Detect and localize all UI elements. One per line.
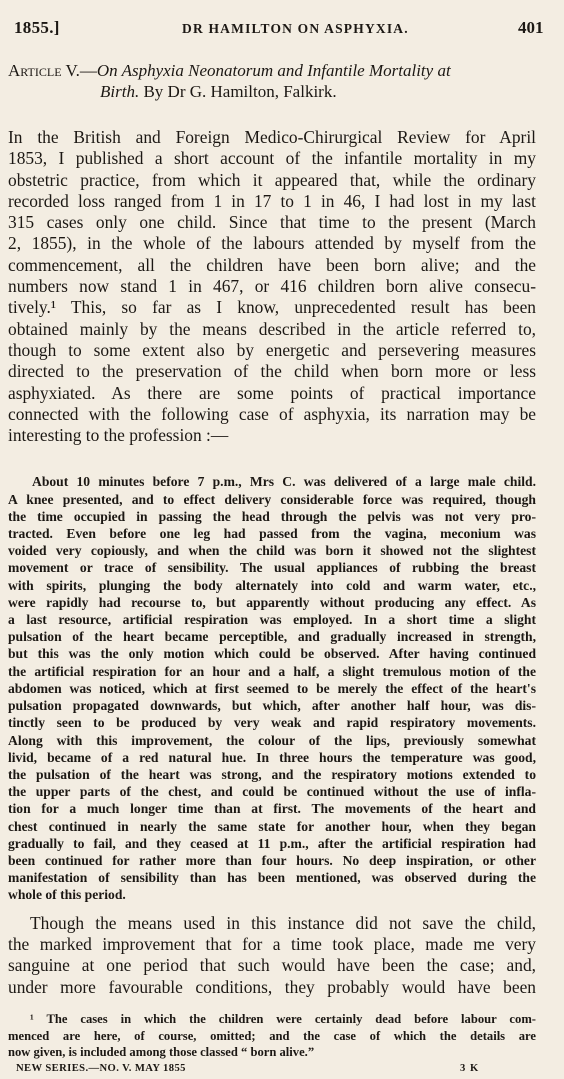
case-text-line: been continued for rather more than four hours. No deep inspiration, or other (8, 852, 536, 868)
signature-line (8, 1063, 536, 1079)
article-label: Article V.— (8, 61, 97, 80)
intro-text-line: 2, 1855), in the whole of the labours attended by myself from the (8, 233, 536, 254)
intro-paragraph (8, 127, 536, 446)
case-text-line: manifestation of sensibility than has been mentioned, was observed during the (8, 870, 536, 886)
conclusion-text-line: under more favourable conditions, they probably would have been (8, 976, 536, 997)
intro-text-line: In the British and Foreign Medico-Chirurgical Review for April (8, 127, 536, 147)
intro-text-line: tively.¹ This, so far as I know, unprecedented result has been (8, 297, 536, 318)
case-text-line: pulsation propagated downwards, but which, after another half hour, was dis- (8, 698, 536, 714)
case-text-line: the time occupied in passing the head through the pelvis was not very pro- (8, 508, 536, 524)
intro-text-line: recorded loss ranged from 1 in 17 to 1 in 46, I had lost in my last (8, 190, 536, 211)
signature-mark: 3 K (460, 1062, 480, 1074)
intro-text-line: interesting to the profession :— (8, 425, 229, 446)
case-text-line: were rapidly had recourse to, but apparently without producing any effect. As (8, 594, 536, 610)
case-report (8, 473, 536, 903)
footnote (8, 1011, 536, 1061)
case-text-line: livid, became of a red natural hue. In three hours the temperature was good, (8, 749, 536, 765)
intro-text-line: 315 cases only one child. Since that time to the present (March (8, 212, 536, 233)
case-text-line: but this was the only motion which could be observed. After having continued (8, 646, 536, 662)
case-text-line: the pulsation of the heart was strong, and the respiratory motions extended to (8, 766, 536, 782)
conclusion-text-line: Though the means used in this instance did not save the child, (30, 912, 536, 933)
case-text-line: with spirits, plunging the body alternately into cold and warm water, etc., (8, 577, 536, 593)
article-heading (8, 60, 536, 102)
intro-text-line: directed to the preservation of the child when born more or less (8, 361, 536, 382)
intro-text-line: though to some extent also by energetic and persevering measures (8, 339, 536, 360)
footnote-text-line: ¹ The cases in which the children were certainly dead before labour com- (30, 1012, 536, 1027)
case-text-line: abdomen was noticed, which at first seemed to be merely the effect of the heart's (8, 680, 536, 696)
case-text-line: a last resource, artificial respiration was employed. In a short time a slight (8, 612, 536, 628)
case-text-line: whole of this period. (8, 887, 126, 903)
running-head-year: 1855.] (14, 18, 60, 37)
intro-text-line: asphyxiated. As there are some points of practical importance (8, 382, 536, 403)
case-text-line: tracted. Even before one leg had passed from the vagina, meconium was (8, 526, 536, 542)
footnote-text-line: now given, is included among those classed “ born alive.” (8, 1045, 315, 1060)
intro-text-line: obstetric practice, from which it appeared that, while the ordinary (8, 169, 536, 190)
case-text-line: tinctly seen to be produced by very weak and rapid respiratory movements. (8, 715, 536, 731)
footnote-text-line: menced are here, of course, omitted; and the case of which the details are (8, 1028, 536, 1043)
case-text-line: the upper parts of the chest, and could be continued without the use of infla- (8, 784, 536, 800)
case-text-line: movement or trace of sensibility. The usual appliances of rubbing the breast (8, 560, 536, 576)
case-text-line: About 10 minutes before 7 p.m., Mrs C. was delivered of a large male child. (32, 474, 536, 490)
case-text-line: tion for a much longer time than at first. The movements of the heart and (8, 801, 536, 817)
intro-text-line: numbers now stand 1 in 467, or 416 children born alive consecu- (8, 276, 536, 297)
running-head-title: DR HAMILTON ON ASPHYXIA. (182, 21, 409, 36)
case-text-line: pulsation of the heart became perceptible, and gradually increased in strength, (8, 629, 536, 645)
case-text-line: chest continued in nearly the same state for another hour, when they began (8, 818, 536, 834)
article-byline: By Dr G. Hamilton, Falkirk. (143, 82, 337, 101)
intro-text-line: obtained mainly by the means described in the article referred to, (8, 318, 536, 339)
intro-text-line: commencement, all the children have been born alive; and the (8, 254, 536, 275)
case-text-line: voided very copiously, and when the child was born it showed not the slightest (8, 543, 536, 559)
page-number: 401 (518, 18, 544, 37)
conclusion-paragraph (8, 913, 536, 999)
intro-text-line: 1853, I published a short account of the infantile mortality in my (8, 148, 536, 169)
case-text-line: the artificial respiration for an hour and a half, a slight tremulous motion of the (8, 663, 536, 679)
case-text-line: A knee presented, and to effect delivery considerable force was required, though (8, 491, 536, 507)
case-text-line: Along with this improvement, the colour of the lips, previously somewhat (8, 732, 536, 748)
case-text-line: gradually to fail, and they ceased at 11 p.m., after the artificial respiration had (8, 835, 536, 851)
conclusion-text-line: the marked improvement that for a time took place, made me very (8, 933, 536, 954)
series-info: NEW SERIES.—NO. V. MAY 1855 (16, 1062, 186, 1074)
intro-text-line: connected with the following case of asphyxia, its narration may be (8, 403, 536, 424)
conclusion-text-line: sanguine at one period that such would have been the case; and, (8, 955, 536, 976)
article-title-line-2: Birth. (100, 82, 140, 101)
article-title-line-1: On Asphyxia Neonatorum and Infantile Mortality at (96, 61, 451, 80)
running-head (8, 0, 544, 40)
